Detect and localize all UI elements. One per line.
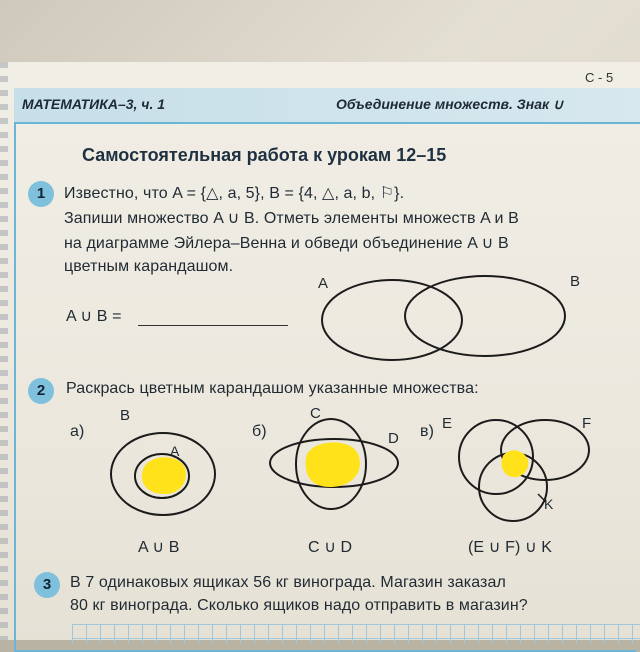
page-title: Самостоятельная работа к урокам 12–15	[82, 145, 447, 165]
set-a-label: A	[318, 275, 329, 292]
variant-b-letter: б)	[252, 423, 267, 440]
subject-label: МАТЕМАТИКА–3, ч. 1	[22, 96, 166, 112]
set-d-label: D	[388, 430, 399, 447]
caption-2a: A ∪ B	[138, 539, 180, 556]
task3-line-2: 80 кг винограда. Сколько ящиков надо отправить в магазин?	[70, 597, 528, 614]
set-k-label: K	[544, 496, 554, 512]
variant-c-letter: в)	[420, 423, 435, 440]
task-number-3: 3	[34, 572, 60, 598]
set-a-label: A	[170, 443, 180, 459]
task1-line-3: на диаграмме Эйлера–Венна и обведи объединение A ∪ B	[64, 235, 509, 252]
set-c-label: C	[310, 405, 321, 422]
colored-region	[306, 442, 360, 487]
task1-line-4: цветным карандашом.	[64, 258, 234, 275]
set-a-ellipse	[322, 280, 462, 360]
task2-text: Раскрась цветным карандашом указанные множества:	[66, 380, 479, 397]
set-b-ellipse	[405, 276, 565, 356]
colored-region	[142, 457, 186, 494]
set-f-label: F	[582, 415, 592, 432]
venn-diagram-2a[interactable]	[111, 407, 215, 515]
page-code: С - 5	[585, 70, 614, 85]
set-b-label: B	[120, 407, 131, 424]
variant-a-letter: а)	[70, 423, 85, 440]
topic-label: Объединение множеств. Знак ∪	[336, 96, 564, 112]
set-e-label: E	[442, 415, 453, 432]
task1-line-1: Известно, что A = {△, a, 5}, B = {4, △, a, b, ⚐}.	[64, 185, 405, 202]
set-b-label: B	[570, 273, 581, 290]
caption-2c: (E ∪ F) ∪ K	[468, 539, 553, 556]
task-number-1: 1	[28, 181, 54, 207]
caption-2b: C ∪ D	[308, 539, 353, 556]
answer-label: A ∪ B =	[66, 308, 122, 325]
venn-diagram-2b[interactable]	[270, 405, 399, 509]
task3-line-1: В 7 одинаковых ящиках 56 кг винограда. Магазин заказал	[70, 574, 506, 591]
answer-grid[interactable]	[72, 624, 640, 644]
venn-diagram-2c[interactable]	[442, 415, 591, 521]
task-number-2: 2	[28, 378, 54, 404]
task1-line-2: Запиши множество A ∪ B. Отметь элементы множеств A и B	[64, 210, 519, 227]
venn-diagram-task1[interactable]	[318, 273, 580, 360]
